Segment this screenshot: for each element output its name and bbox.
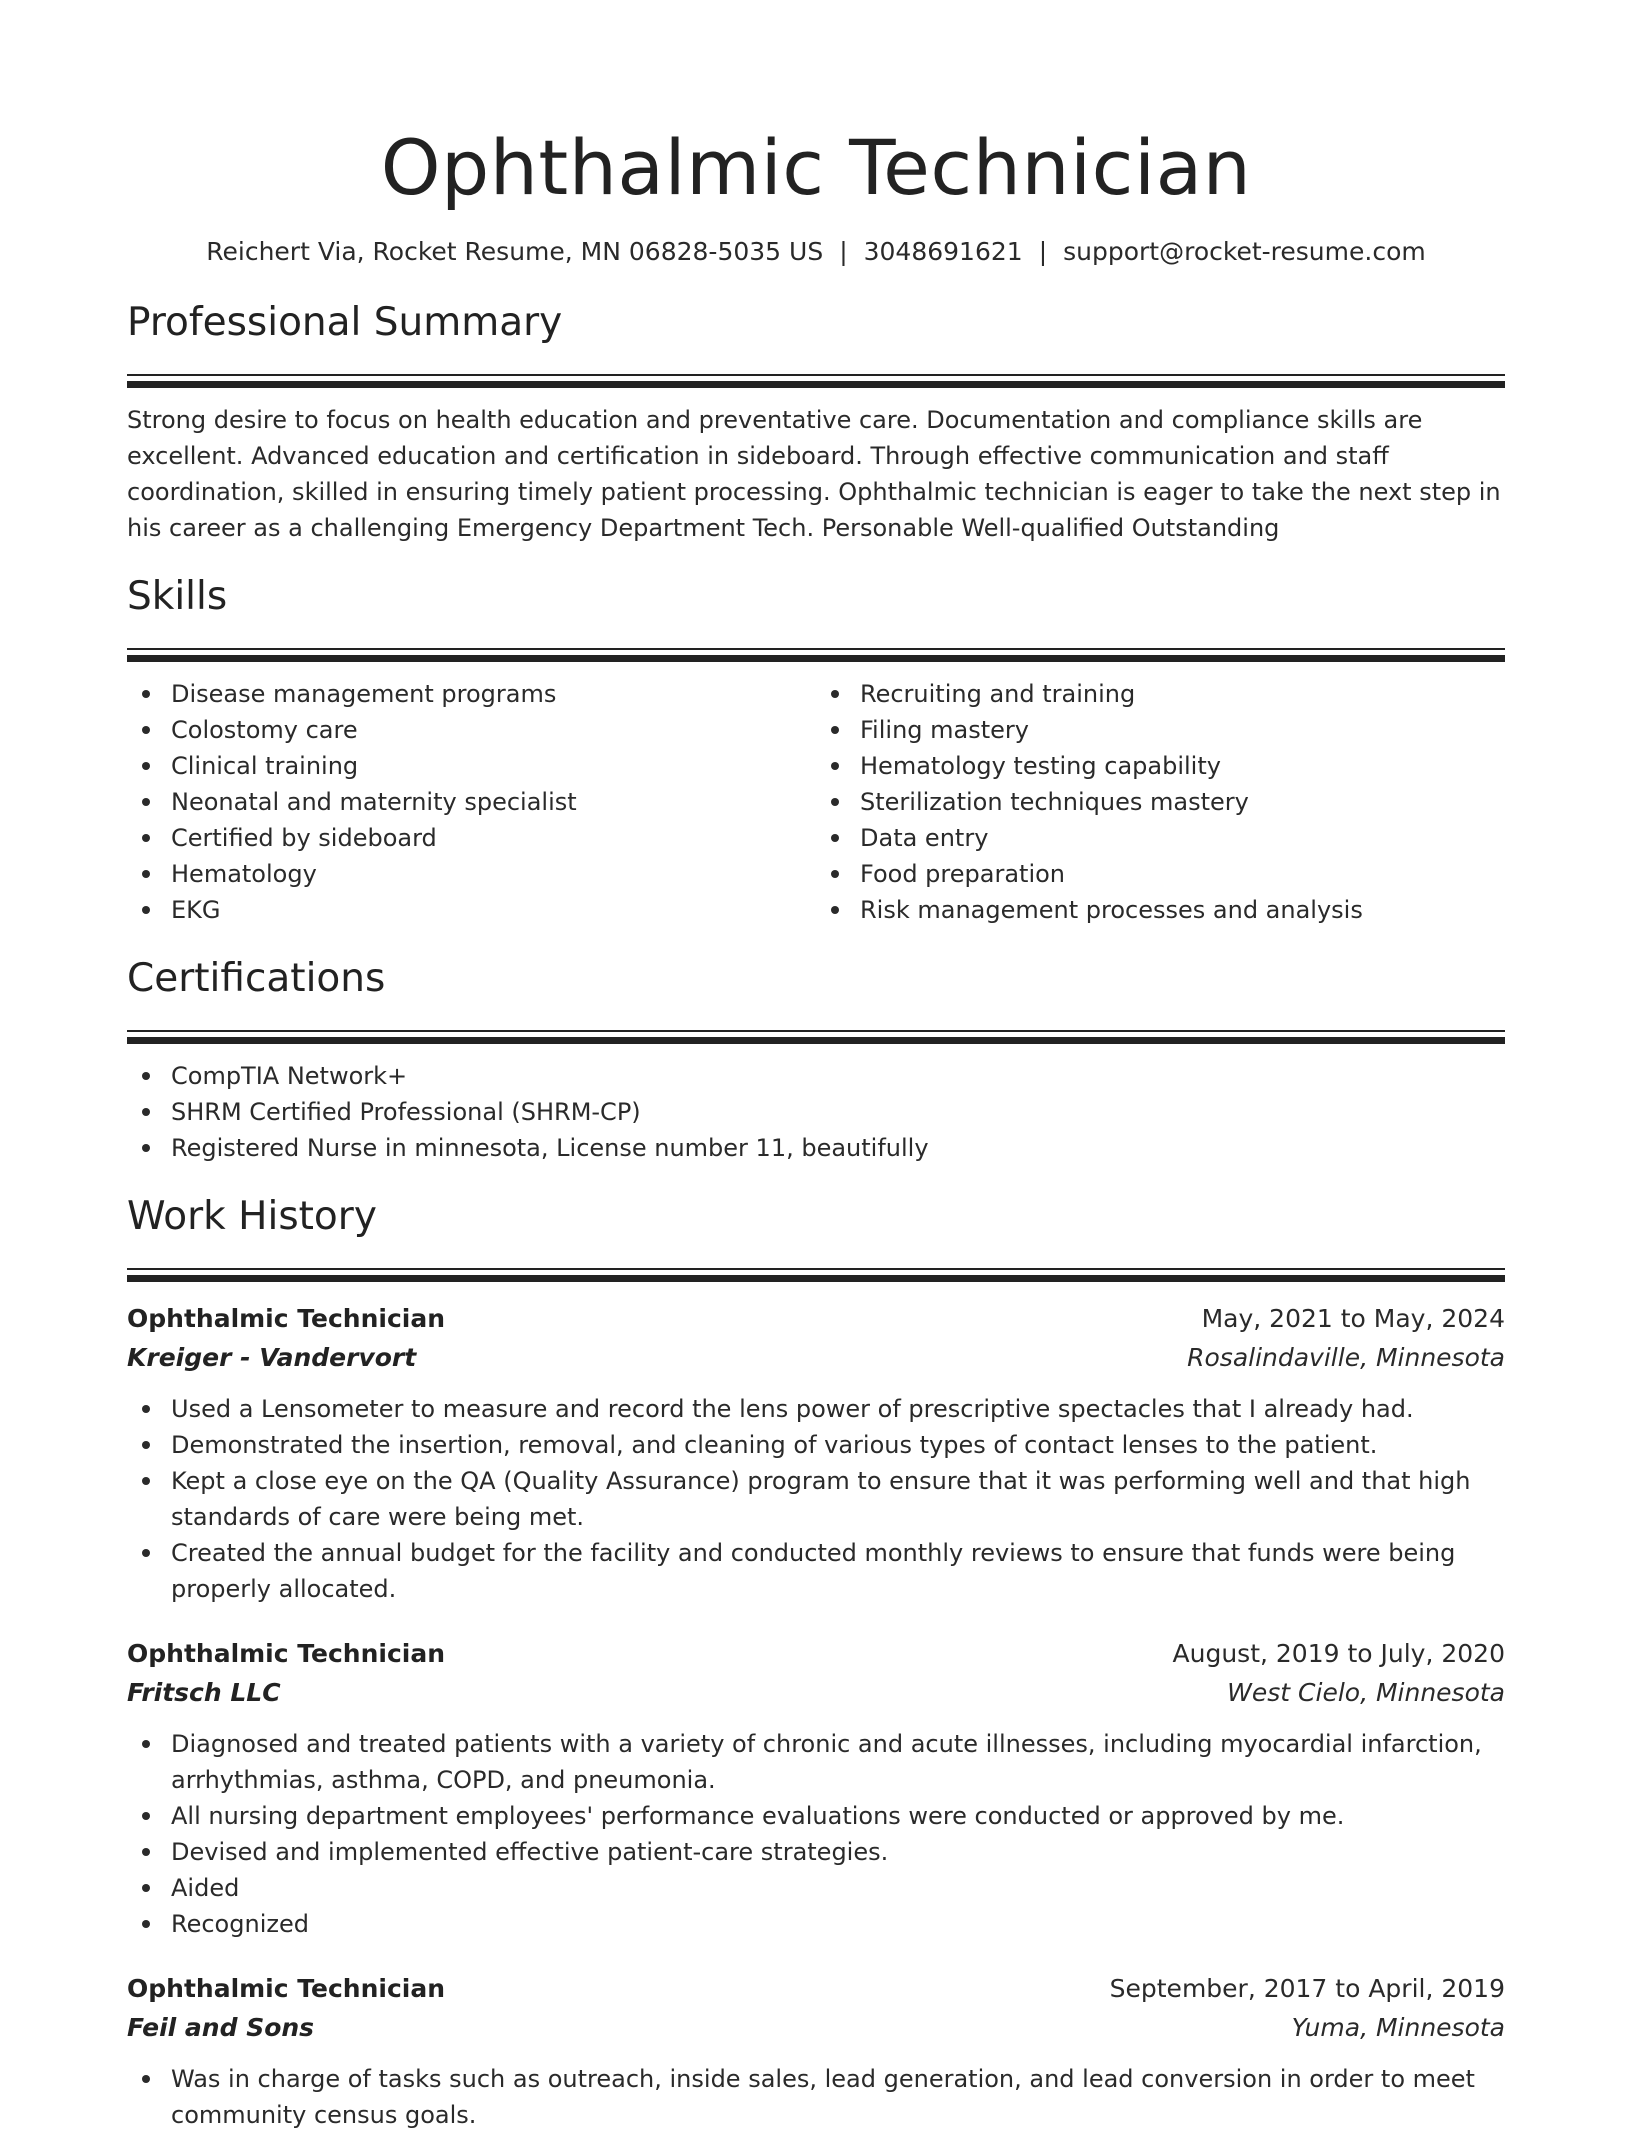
contact-separator: |: [1038, 237, 1048, 266]
job-entry: [127, 1970, 1505, 2133]
certifications-section: [127, 956, 1505, 1166]
skills-list-right: [816, 676, 1505, 928]
section-divider-thick: [127, 381, 1505, 388]
resume-title: Ophthalmic Technician: [380, 123, 1252, 212]
section-divider-thin: [127, 374, 1505, 376]
contact-separator: |: [839, 237, 848, 266]
job-duty: Aided: [127, 1870, 1505, 1906]
job-location: West Cielo, Minnesota: [1227, 1678, 1505, 1707]
job-duty: Was in charge of tasks such as outreach, inside sales, lead generation, and lead conversion in order to meet community census goals.: [127, 2061, 1505, 2133]
certifications-list: [127, 1058, 1505, 1166]
certification-item: CompTIA Network+: [127, 1058, 1505, 1094]
job-header: [127, 1635, 1505, 1673]
job-header: [127, 1300, 1505, 1338]
skill-item: Neonatal and maternity specialist: [127, 784, 816, 820]
certification-item: SHRM Certified Professional (SHRM-CP): [127, 1094, 1505, 1130]
skill-item: Food preparation: [816, 856, 1505, 892]
skill-item: Hematology testing capability: [816, 748, 1505, 784]
skill-item: Certified by sideboard: [127, 820, 816, 856]
job-duty: All nursing department employees' performance evaluations were conducted or approved by me.: [127, 1798, 1505, 1834]
skill-item: Colostomy care: [127, 712, 816, 748]
job-duty: Recognized: [127, 1906, 1505, 1942]
job-subheader: [127, 2009, 1505, 2047]
skill-item: Filing mastery: [816, 712, 1505, 748]
section-divider-thick: [127, 1037, 1505, 1044]
job-entry: [127, 1635, 1505, 1942]
section-divider-thick: [127, 1275, 1505, 1282]
job-title: Ophthalmic Technician: [127, 1304, 446, 1333]
job-duty: Used a Lensometer to measure and record the lens power of prescriptive spectacles that I already had.: [127, 1391, 1505, 1427]
skills-list-left: [127, 676, 816, 928]
job-dates: May, 2021 to May, 2024: [1201, 1304, 1505, 1333]
job-dates: September, 2017 to April, 2019: [1109, 1974, 1505, 2003]
skill-item: Hematology: [127, 856, 816, 892]
contact-email: support@rocket-resume.com: [1063, 237, 1426, 266]
job-subheader: [127, 1674, 1505, 1712]
job-dates: August, 2019 to July, 2020: [1172, 1639, 1505, 1668]
job-entry: [127, 1300, 1505, 1607]
job-location: Yuma, Minnesota: [1291, 2013, 1505, 2042]
contact-phone: 3048691621: [863, 237, 1023, 266]
section-heading: Certifications: [127, 956, 386, 1001]
section-heading: Professional Summary: [127, 300, 563, 345]
job-duty: Created the annual budget for the facility and conducted monthly reviews to ensure that funds were being properly allocated.: [127, 1535, 1505, 1607]
skills-section: [127, 574, 1505, 928]
section-divider-thin: [127, 1030, 1505, 1032]
job-duty: Devised and implemented effective patient-care strategies.: [127, 1834, 1505, 1870]
job-header: [127, 1970, 1505, 2008]
job-title: Ophthalmic Technician: [127, 1974, 446, 2003]
skills-grid: [127, 676, 1505, 928]
job-company: Fritsch LLC: [127, 1678, 281, 1707]
skill-item: Data entry: [816, 820, 1505, 856]
summary-section: [127, 300, 1505, 546]
certification-item: Registered Nurse in minnesota, License number 11, beautifully: [127, 1130, 1505, 1166]
section-divider-thin: [127, 648, 1505, 650]
job-duties: [127, 1726, 1505, 1942]
section-heading: Work History: [127, 1194, 377, 1239]
section-divider-thin: [127, 1268, 1505, 1270]
job-duty: Diagnosed and treated patients with a variety of chronic and acute illnesses, including myocardial infarction, arrhythmias, asthma, COPD, and pneumonia.: [127, 1726, 1505, 1798]
skill-item: Clinical training: [127, 748, 816, 784]
skill-item: Disease management programs: [127, 676, 816, 712]
job-subheader: [127, 1339, 1505, 1377]
summary-text: Strong desire to focus on health education and preventative care. Documentation and compliance skills are excellent. Advanced education and certification in sideboard. Through effective communication and staff coordination, skilled in ensuring timely patient processing. Ophthalmic technician is eager to take the next step in his career as a challenging Emergency Department Tech. Personable Well-qualified Outstanding: [127, 406, 1501, 542]
job-company: Feil and Sons: [127, 2013, 315, 2042]
job-duty: Kept a close eye on the QA (Quality Assurance) program to ensure that it was performing well and that high standards of care were being met.: [127, 1463, 1505, 1535]
skill-item: Sterilization techniques mastery: [816, 784, 1505, 820]
work-history-section: [127, 1194, 1505, 2133]
section-divider-thick: [127, 655, 1505, 662]
job-title: Ophthalmic Technician: [127, 1639, 446, 1668]
skill-item: EKG: [127, 892, 816, 928]
job-company: Kreiger - Vandervort: [127, 1343, 417, 1372]
job-duty: Demonstrated the insertion, removal, and cleaning of various types of contact lenses to the patient.: [127, 1427, 1505, 1463]
contact-address: Reichert Via, Rocket Resume, MN 06828-5035 US: [206, 237, 824, 266]
job-duties: [127, 2061, 1505, 2133]
contact-line: [127, 236, 1505, 268]
job-location: Rosalindaville, Minnesota: [1187, 1343, 1505, 1372]
skill-item: Risk management processes and analysis: [816, 892, 1505, 928]
job-duties: [127, 1391, 1505, 1607]
section-heading: Skills: [127, 574, 228, 619]
skill-item: Recruiting and training: [816, 676, 1505, 712]
